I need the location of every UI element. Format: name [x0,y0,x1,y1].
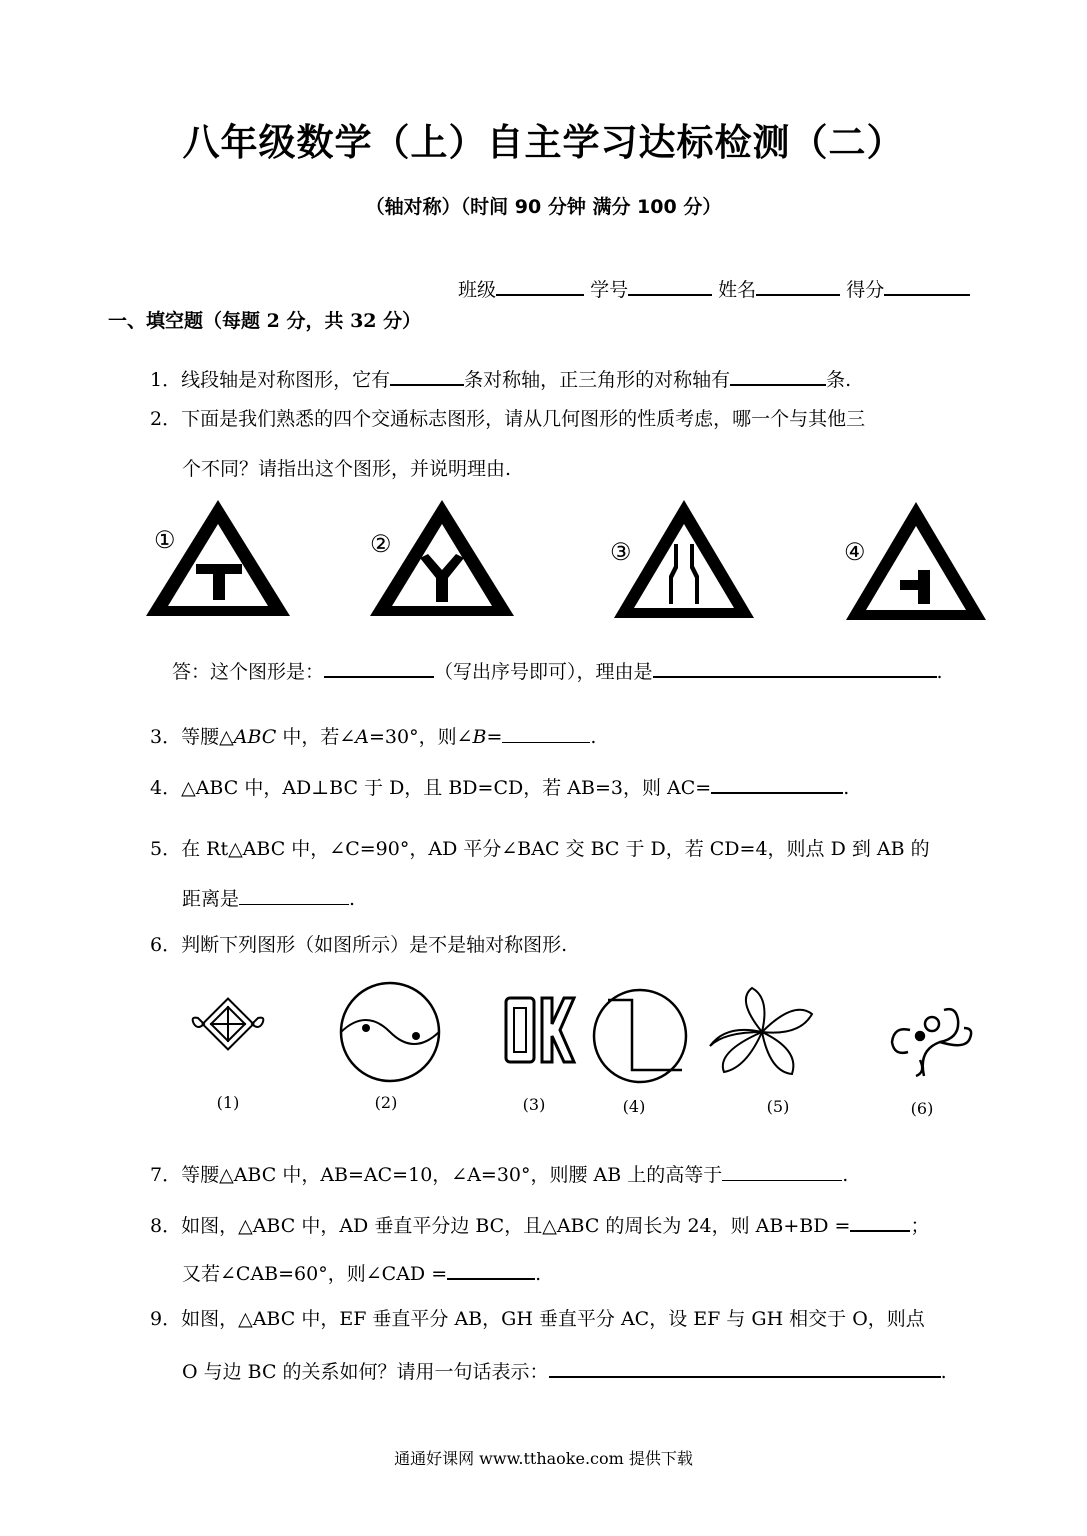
question-2-line2: 个不同？请指出这个图形，并说明理由. [182,458,512,480]
sign-label: ④ [844,538,866,566]
answer-blank[interactable] [549,1356,941,1378]
ok-letters-figure [506,998,574,1114]
question-5-line2 [182,884,355,912]
answer-prompt: （写出序号即可），理由是 [434,661,653,683]
traffic-sign-3 [610,500,754,618]
question-number: 2． [150,408,182,430]
period: . [843,777,850,799]
question-8-line2 [182,1258,541,1287]
answer-blank[interactable] [390,364,464,386]
endless-knot-figure [193,999,264,1112]
question-5 [150,836,930,862]
name-blank[interactable] [756,274,840,296]
figure-label: (2) [374,1093,398,1112]
period: . [940,1361,947,1383]
answer-blank[interactable] [711,772,843,794]
question-9-line2 [182,1356,947,1385]
question-text: =30°，则∠ [369,726,473,748]
period: . [842,1164,849,1186]
answer-blank[interactable] [502,722,590,743]
sign-label: ① [154,526,176,554]
figure-label: (4) [622,1097,646,1116]
question-2 [150,406,865,432]
period: . [535,1263,542,1285]
sign-label: ③ [610,538,632,566]
question-8 [150,1210,929,1239]
answer-blank[interactable] [850,1210,910,1232]
page-title: 八年级数学（上）自主学习达标检测（二） [182,121,905,164]
circle-line-figure [594,990,686,1116]
question-number: 6． [150,934,182,956]
page-footer: 通通好课网 www.tthaoke.com 提供下载 [394,1449,693,1468]
question-text: 条对称轴，正三角形的对称轴有 [464,369,731,391]
question-text: 如图，△ABC 中，EF 垂直平分 AB，GH 垂直平分 AC，设 EF 与 GH 相交于 O，则点 [181,1308,925,1330]
semicolon: ； [910,1215,930,1237]
question-text: 判断下列图形（如图所示）是不是轴对称图形. [181,934,568,956]
question-number: 1． [150,369,182,391]
sign-label: ② [370,530,392,558]
question-text: O 与边 BC 的关系如何？请用一句话表示： [182,1361,549,1383]
question-number: 9． [150,1308,182,1330]
question-text: 中，若∠ [276,726,356,748]
score-label: 得分 [846,279,885,301]
traffic-sign-4 [844,502,986,620]
page-subtitle: （轴对称）（时间 90 分钟 满分 100 分） [365,196,722,218]
question-9 [150,1306,925,1332]
question-number: 8． [150,1215,182,1237]
name-label: 姓名 [718,279,757,301]
question-1 [150,364,851,393]
figure-label: (5) [766,1097,790,1116]
question-text: 线段轴是对称图形，它有 [181,369,391,391]
traffic-signs-figure [140,496,1000,630]
question-7 [150,1160,848,1188]
math-var: ABC [233,726,277,748]
question-text: 在 Rt△ABC 中，∠C=90°，AD 平分∠BAC 交 BC 于 D，若 CD=4，则点 D 到 AB 的 [181,838,930,860]
student-info-row [458,274,970,302]
period: . [936,661,943,683]
figure-label: (1) [216,1093,240,1112]
figure-label: (3) [522,1095,546,1114]
math-var: A [355,726,369,748]
question-text: 等腰△ABC 中，AB=AC=10，∠A=30°，则腰 AB 上的高等于 [181,1164,723,1186]
question-6 [150,932,567,958]
figure-label: (6) [910,1099,934,1118]
question-text: 下面是我们熟悉的四个交通标志图形，请从几何图形的性质考虑，哪一个与其他三 [181,408,866,430]
answer-blank[interactable] [447,1258,535,1280]
class-blank[interactable] [496,274,584,296]
question-text: 等腰△ [181,726,234,748]
question-text: 又若∠CAB=60°，则∠CAD = [182,1263,448,1285]
question-3 [150,722,596,750]
answer-blank[interactable] [722,1160,842,1181]
question-text: 条. [826,369,852,391]
traffic-sign-1 [146,500,290,616]
swirl-ornament-figure [892,1009,971,1118]
question-number: 4． [150,777,182,799]
traffic-sign-2 [370,500,514,616]
class-label: 班级 [458,279,497,301]
answer-blank[interactable] [324,656,434,678]
question-4 [150,772,849,801]
question-text: = [486,726,503,748]
number-label: 学号 [590,279,629,301]
bauhinia-flower-figure [710,988,812,1116]
question-text: 距离是 [182,888,240,910]
question-text: △ABC 中，AD⊥BC 于 D，且 BD=CD，若 AB=3，则 AC= [181,777,712,799]
question-2-answer [172,656,943,685]
question-number: 3． [150,726,182,748]
answer-prompt: 答：这个图形是： [172,661,325,683]
answer-blank[interactable] [239,884,349,905]
question-number: 7． [150,1164,182,1186]
yin-yang-figure [341,983,439,1112]
score-blank[interactable] [884,274,970,296]
period: . [590,726,597,748]
number-blank[interactable] [628,274,712,296]
answer-blank[interactable] [730,364,826,386]
math-var: B [472,726,487,748]
section-heading: 一、填空题（每题 2 分，共 32 分） [108,310,422,332]
symmetry-figures [180,980,990,1120]
period: . [349,888,356,910]
question-number: 5． [150,838,182,860]
answer-blank[interactable] [653,656,937,678]
question-text: 如图，△ABC 中，AD 垂直平分边 BC，且△ABC 的周长为 24，则 AB+BD = [181,1215,851,1237]
